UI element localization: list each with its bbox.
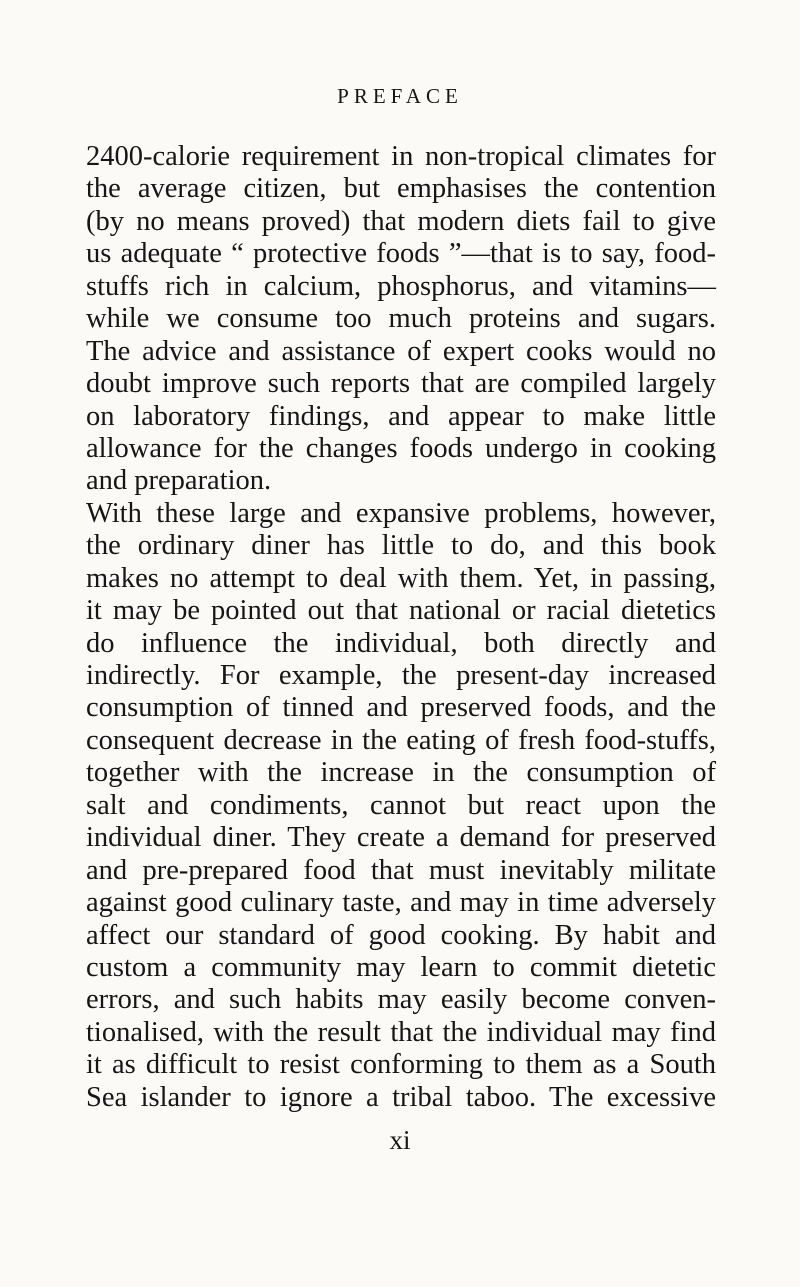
text-line: on laboratory findings, and appear to make little [86,400,716,432]
text-line: the ordinary diner has little to do, and this book [86,530,716,562]
text-line: doubt improve such reports that are compiled largely [86,368,716,400]
page-number: xi [389,1125,411,1155]
running-head: PREFACE [337,84,463,108]
text-line: consumption of tinned and preserved foods, and the [86,692,716,724]
text-line: (by no means proved) that modern diets fail to give [86,205,716,237]
text-line: errors, and such habits may easily become conven- [86,984,716,1016]
text-line: Sea islander to ignore a tribal taboo. The excessive [86,1081,716,1113]
text-line: us adequate “ protective foods ”—that is to say, food- [86,238,716,270]
text-line: custom a community may learn to commit dietetic [86,951,716,983]
text-line: together with the increase in the consumption of [86,757,716,789]
text-line: the average citizen, but emphasises the contention [86,173,716,205]
text-line: do influence the individual, both directly and [86,627,716,659]
text-line: and pre-prepared food that must inevitably militate [86,854,716,886]
text-line: while we consume too much proteins and sugars. [86,303,716,335]
text-line: affect our standard of good cooking. By habit and [86,919,716,951]
body-text [86,141,716,1114]
text-line: stuffs rich in calcium, phosphorus, and vitamins— [86,270,716,302]
text-line: 2400-calorie requirement in non-tropical climates for [86,141,716,172]
text-line: against good culinary taste, and may in time adversely [86,887,716,919]
text-line: The advice and assistance of expert cooks would no [86,335,716,367]
text-line: makes no attempt to deal with them. Yet, in passing, [86,562,716,594]
text-line: tionalised, with the result that the individual may find [86,1016,716,1048]
text-line: salt and condiments, cannot but react upon the [86,789,716,821]
text-line: indirectly. For example, the present-day increased [86,660,716,691]
text-line: it as difficult to resist conforming to them as a South [86,1049,716,1081]
text-line: individual diner. They create a demand for preserved [86,822,716,854]
text-line: and preparation. [86,465,272,497]
text-line: With these large and expansive problems, however, [86,497,716,529]
text-line: consequent decrease in the eating of fresh food-stuffs, [86,724,716,756]
text-line: it may be pointed out that national or racial dietetics [86,595,716,627]
text-line: allowance for the changes foods undergo in cooking [86,432,716,464]
